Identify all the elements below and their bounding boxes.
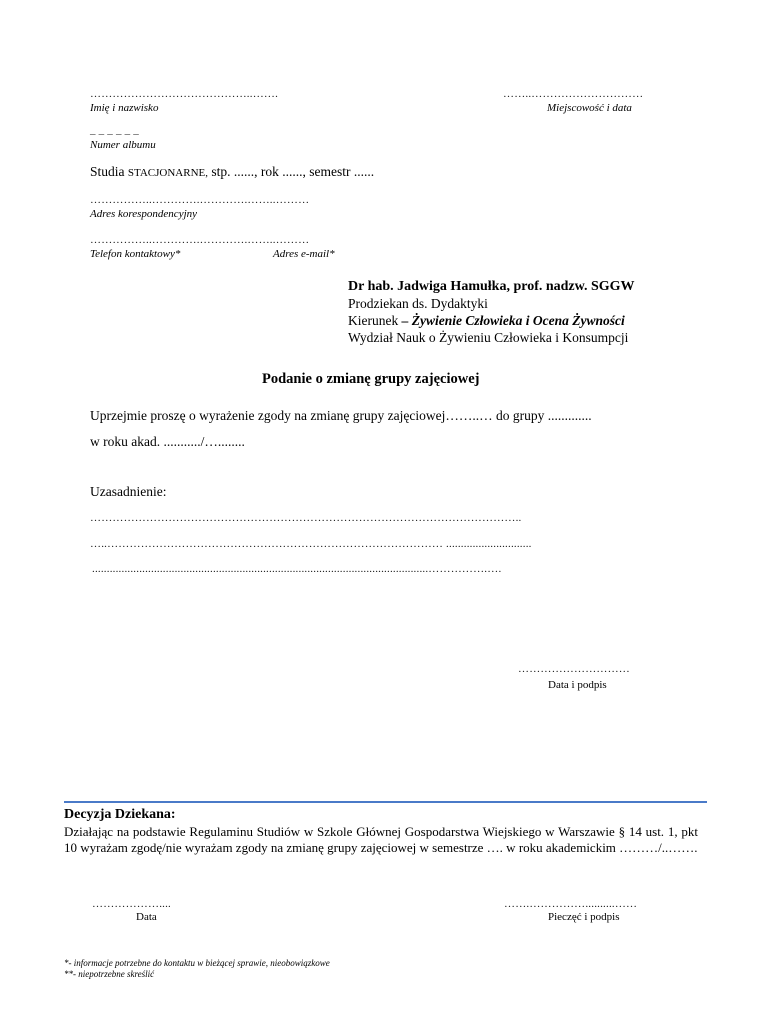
decision-date-dots: ……………….... <box>92 898 171 910</box>
justification-label: Uzasadnienie: <box>90 484 167 499</box>
justification-line-3: ..................................................................................................................…………….…. <box>92 563 502 575</box>
place-date-dots: ……..………………………… <box>503 88 644 100</box>
phone-label: Telefon kontaktowy* <box>90 248 181 260</box>
address-dots: ……………..………….………….……..……… <box>90 194 310 206</box>
album-label: Numer albumu <box>90 139 156 151</box>
field-name: – Żywienie Człowieka i Ocena Żywności <box>401 313 625 328</box>
email-label: Adres e-mail* <box>273 248 335 260</box>
request-line-1: Uprzejmie proszę o wyrażenie zgody na zmianę grupy zajęciowej……..… do grupy ............. <box>90 408 592 423</box>
signature-dots: ………………………… <box>518 663 630 675</box>
field-prefix: Kierunek <box>348 313 402 328</box>
recipient-role: Prodziekan ds. Dydaktyki <box>348 296 488 311</box>
justification-line-1: …………………………………………………………………………………………………….. <box>90 512 522 524</box>
decision-date-label: Data <box>136 911 157 923</box>
recipient-faculty: Wydział Nauk o Żywieniu Człowieka i Konsumpcji <box>348 330 629 345</box>
request-line-2: w roku akad. .........../…........ <box>90 434 245 449</box>
address-label: Adres korespondencyjny <box>90 208 198 220</box>
album-dashes: _ _ _ _ _ _ <box>90 124 139 136</box>
decision-text: Działając na podstawie Regulaminu Studiów w Szkole Głównej Gospodarstwa Wiejskiego w Warszawie § 14 ust. 1, pkt 10 wyrażam zgodę/nie wyrażam zgody na zmianę grupy zajęciowej w semestrze …. w roku akademickim ………/..……. <box>64 824 698 855</box>
recipient-name: Dr hab. Jadwiga Hamułka, prof. nadzw. SGGW <box>348 279 635 294</box>
studies-rest: stp. ......, rok ......, semestr ...... <box>208 164 375 179</box>
recipient-field <box>348 312 625 330</box>
decision-heading: Decyzja Dziekana: <box>64 807 176 822</box>
studies-mode: STACJONARNE, <box>127 167 208 179</box>
footnote-2: **- niepotrzebne skreślić <box>64 969 155 979</box>
decision-divider <box>64 801 707 803</box>
place-date-label: Miejscowość i data <box>547 102 632 114</box>
name-label: Imię i nazwisko <box>90 102 159 114</box>
document-title: Podanie o zmianę grupy zajęciowej <box>262 371 480 387</box>
justification-line-2: …..……………………………………………………………………………… ............................. <box>90 538 532 550</box>
studies-line <box>90 164 374 180</box>
decision-stamp-label: Pieczęć i podpis <box>548 911 620 923</box>
studies-prefix: Studia <box>90 164 128 179</box>
contact-dots: ……………..………….………….……..……… <box>90 234 310 246</box>
decision-stamp-dots: …….……………..........…… <box>504 898 638 910</box>
footnote-1: *- informacje potrzebne do kontaktu w bieżącej sprawie, nieobowiązkowe <box>64 958 330 968</box>
signature-label: Data i podpis <box>548 679 607 691</box>
name-dots: ……………………………………..……. <box>90 88 279 100</box>
